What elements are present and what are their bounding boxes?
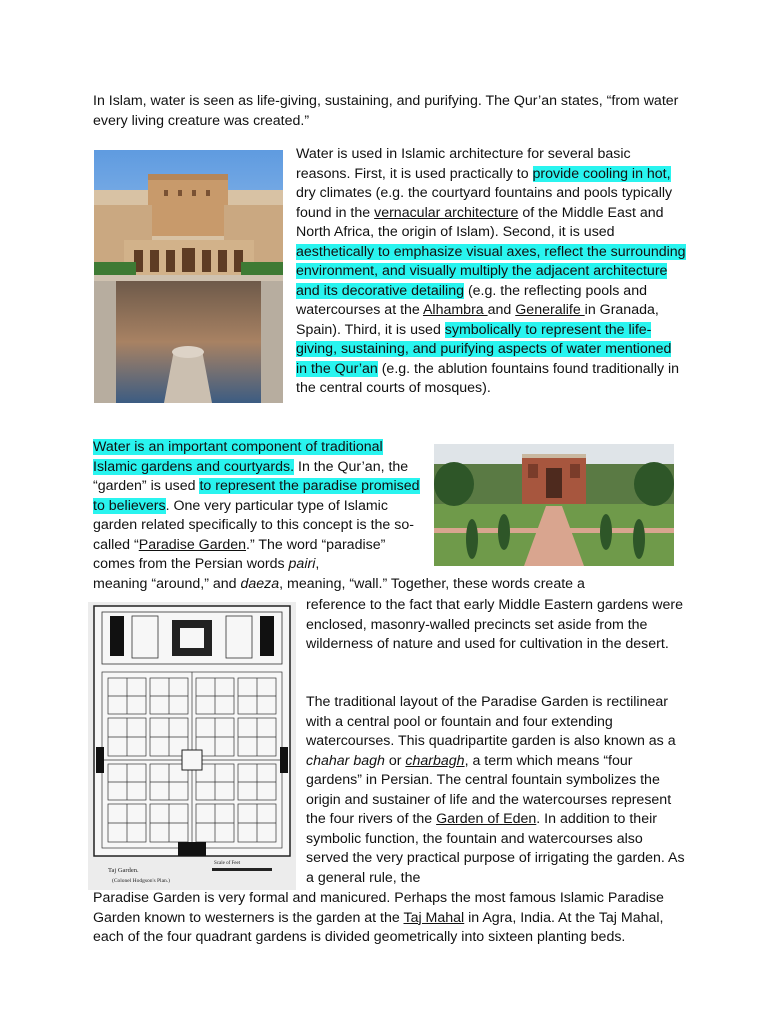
- plan-scale-label: Scale of Feet: [214, 861, 241, 866]
- paragraph-enclosed-gardens: reference to the fact that early Middle Eastern gardens were enclosed, masonry-walled precincts set aside from the wilderness of nature and used for cultivation in the desert.: [306, 597, 683, 652]
- link-vernacular-architecture[interactable]: vernacular architecture: [374, 204, 519, 221]
- paragraph-water-uses: Water is used in Islamic architecture for several basic reasons. First, it is used practically to provide cooling in hot, dry climates (e.g. the courtyard fountains and pools typically found in the vernacular architecture of the Middle East and North Africa, the origin of Islam). Second, it is used aesthetically to emphasize visual axes, reflect the surrounding environment, and visually multiply the adjacent architecture and its decorative detailing (e.g. the reflecting pools and watercourses at the Alhambra and Generalife in Granada, Spain). Third, it is used symbolically to represent the life-giving, sustaining, and purifying aspects of water mentioned in the Qur’an (e.g. the ablution fountains found traditionally in the central courts of mosques).: [296, 146, 686, 396]
- link-alhambra[interactable]: Alhambra: [422, 302, 488, 318]
- paragraph-paradise-garden-cont: meaning “around,” and daeza, meaning, “wall.” Together, these words create a: [93, 576, 585, 592]
- paragraph-paradise-garden: Water is an important component of traditional Islamic gardens and courtyards. In the Qur’an, the “garden” is used to represent the paradise promised to believers. One very particular type of Islamic garden related specifically to this concept is the so-called “Paradise Garden.” The word “paradise” comes from the Persian words pairi,: [93, 439, 420, 572]
- plan-caption: (Colonel Hodgson's Plan.): [112, 878, 170, 884]
- link-paradise-garden[interactable]: Paradise Garden: [138, 536, 247, 553]
- link-garden-of-eden[interactable]: Garden of Eden: [436, 811, 537, 827]
- paragraph-taj-mahal: Paradise Garden is very formal and manicured. Perhaps the most famous Islamic Paradise Garden known to westerners is the garden at the Taj Mahal in Agra, India. At the Taj Mahal, each of the four quadrant gardens is divided geometrically into sixteen planting beds.: [93, 890, 664, 945]
- link-charbagh[interactable]: charbagh: [405, 752, 465, 769]
- paragraph-layout: The traditional layout of the Paradise Garden is rectilinear with a central pool or fountain and four extending watercourses. This quadripartite garden is also known as a chahar bagh or charbagh, a term which means “four gardens” in Persian. The central fountain symbolizes the origin and sustainer of life and the watercourses represent the four rivers of the Garden of Eden. In addition to their symbolic function, the fountain and watercourses also served the very practical purpose of irrigating the garden. As a general rule, the: [306, 694, 685, 886]
- alhambra-courtyard-photo: [94, 150, 283, 403]
- taj-garden-plan: [88, 602, 296, 890]
- link-taj-mahal[interactable]: Taj Mahal: [403, 909, 465, 926]
- intro-paragraph: In Islam, water is seen as life-giving, sustaining, and purifying. The Qur’an states, “from water every living creature was created.”: [93, 93, 679, 129]
- garden-tomb-photo: [434, 444, 674, 566]
- link-generalife[interactable]: Generalife: [515, 302, 585, 318]
- plan-title: Taj Garden.: [108, 867, 139, 874]
